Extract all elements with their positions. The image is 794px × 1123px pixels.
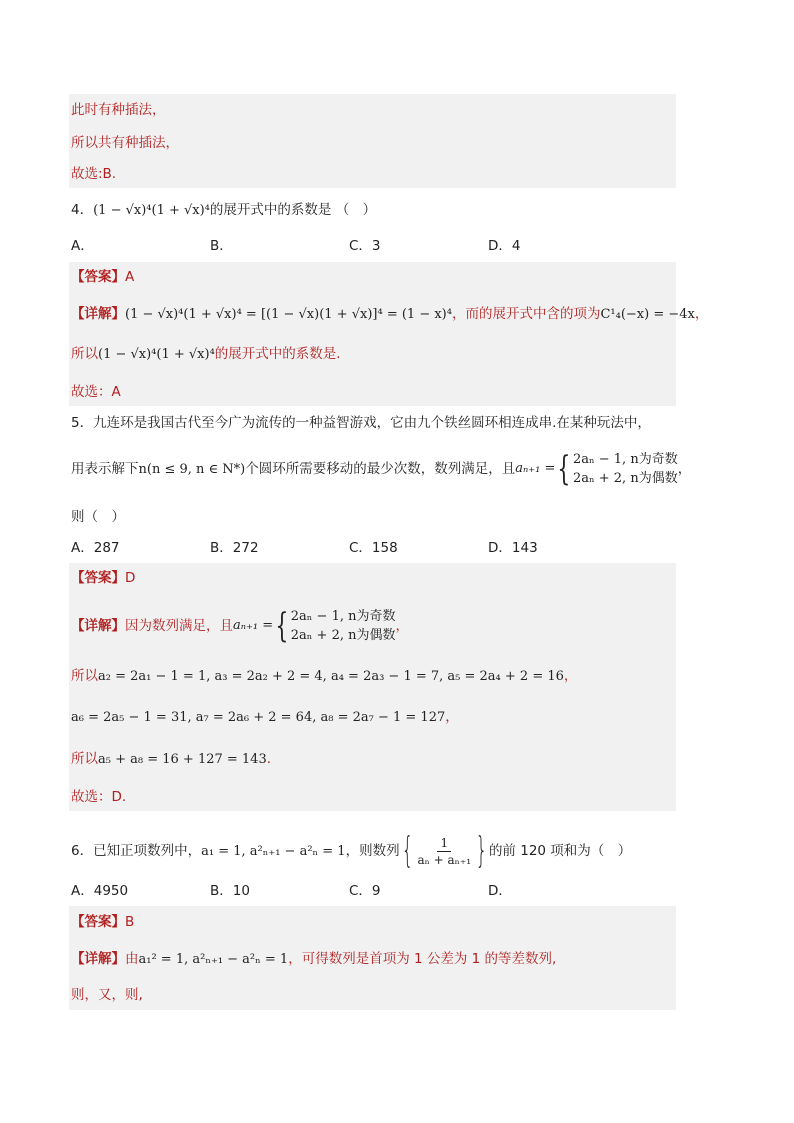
answer-value: A xyxy=(125,269,135,285)
detail-line: 【详解】(1 − √x)⁴(1 + √x)⁴ = [(1 − √x)(1 + √x)]⁴ = (1 − x)⁴，而的展开式中含的项为C¹₄(−x) = −4x， xyxy=(71,306,709,322)
option-b: B．272 xyxy=(210,540,259,556)
question-5-stem-line2: 用表示解下n(n ≤ 9, n ∈ N*)个圆环所需要移动的最少次数，数列满足，且 aₙ₊₁ = { 2aₙ − 1, n为奇数 2aₙ + 2, n为偶数 ， xyxy=(71,449,692,489)
option-b: B．10 xyxy=(210,883,250,899)
option-a: A． xyxy=(71,238,94,254)
option-c: C．9 xyxy=(349,883,381,899)
math-expression: (1 − √x)⁴(1 + √x)⁴ = [(1 − √x)(1 + √x)]⁴ = (1 − x)⁴ xyxy=(125,307,452,322)
math-expression: a₁² = 1, a²ₙ₊₁ − a²ₙ = 1 xyxy=(138,952,289,967)
question-4-stem: 4．(1 − √x)⁴(1 + √x)⁴的展开式中的系数是 （ ） xyxy=(71,202,377,218)
math-expression: n(n ≤ 9, n ∈ N*) xyxy=(138,462,246,477)
calc-line: 所以a₂ = 2a₁ − 1 = 1, a₃ = 2a₂ + 2 = 4, a₄ = 2a₃ − 1 = 7, a₅ = 2a₄ + 2 = 16， xyxy=(71,668,578,684)
solution-block-q4 xyxy=(69,262,676,406)
answer-line: 【答案】A xyxy=(71,269,135,285)
answer-value: B xyxy=(125,914,135,930)
option-c: C．3 xyxy=(349,238,381,254)
option-d: D． xyxy=(488,883,512,899)
answer-line: 【答案】D xyxy=(71,570,136,586)
detail-line: 【详解】由a₁² = 1, a²ₙ₊₁ − a²ₙ = 1，可得数列是首项为 1 公差为 1 的等差数列, xyxy=(71,951,557,967)
option-d: D．143 xyxy=(488,540,538,556)
brace-icon: { xyxy=(401,830,413,871)
solution-choice: 故选:B. xyxy=(71,166,117,182)
solution-text: 所以共有种插法， xyxy=(71,135,179,151)
brace-icon: { xyxy=(557,449,571,489)
math-expression: a₅ + a₈ = 16 + 127 = 143 xyxy=(98,752,267,767)
math-expression: a₆ = 2a₅ − 1 = 31, a₇ = 2a₆ + 2 = 64, a₈ = 2a₇ − 1 = 127 xyxy=(71,710,446,725)
solution-choice: 故选：D. xyxy=(71,789,127,805)
option-a: A．4950 xyxy=(71,883,129,899)
math-expression: (1 − √x)⁴(1 + √x)⁴ xyxy=(98,347,215,362)
solution-block-q5 xyxy=(69,563,676,811)
fraction: $\frac{1}{\text{aₙ + aₙ₊₁}}$ xyxy=(417,835,472,867)
answer-value: D xyxy=(125,570,136,586)
calc-line: a₆ = 2a₅ − 1 = 31, a₇ = 2a₆ + 2 = 64, a₈ = 2a₇ − 1 = 127， xyxy=(71,709,459,725)
brace-icon: } xyxy=(475,830,488,871)
math-expression: C¹₄(−x) = −4x xyxy=(600,307,695,322)
math-expression: a₂ = 2a₁ − 1 = 1, a₃ = 2a₂ + 2 = 4, a₄ = 2a₃ − 1 = 7, a₅ = 2a₄ + 2 = 16 xyxy=(98,669,564,684)
option-a: A．287 xyxy=(71,540,120,556)
math-expression: (1 − √x)⁴(1 + √x)⁴ xyxy=(93,203,210,218)
math-expression: a₁ = 1, a²ₙ₊₁ − a²ₙ = 1 xyxy=(201,844,346,859)
piecewise-formula: aₙ₊₁ = { 2aₙ − 1, n为奇数 2aₙ + 2, n为偶数 xyxy=(515,449,678,489)
solution-text: 此时有种插法， xyxy=(71,102,166,118)
piecewise-formula: aₙ₊₁ = { 2aₙ − 1, n为奇数 2aₙ + 2, n为偶数 xyxy=(233,606,396,646)
question-6-stem: 6．已知正项数列中，a₁ = 1, a²ₙ₊₁ − a²ₙ = 1，则数列{ $\frac{1}{\text{aₙ + aₙ₊₁}}$ } 的前 120 项和为（ ） xyxy=(71,830,632,871)
option-c: C．158 xyxy=(349,540,398,556)
calc-line: 所以a₅ + a₈ = 16 + 127 = 143. xyxy=(71,751,272,767)
question-5-stem-line3: 则（ ） xyxy=(71,509,125,525)
brace-icon: { xyxy=(275,606,289,646)
detail-line: 【详解】因为数列满足，且 aₙ₊₁ = { 2aₙ − 1, n为奇数 2aₙ + 2, n为偶数 ， xyxy=(71,606,409,646)
option-b: B． xyxy=(210,238,233,254)
answer-line: 【答案】B xyxy=(71,914,135,930)
conclusion-line: 所以(1 − √x)⁴(1 + √x)⁴的展开式中的系数是. xyxy=(71,346,341,362)
option-d: D．4 xyxy=(488,238,521,254)
solution-choice: 故选：A xyxy=(71,384,121,400)
question-5-stem: 5．九连环是我国古代至今广为流传的一种益智游戏，它由九个铁丝圆环相连成串.在某种玩法中， xyxy=(71,415,651,431)
solution-text: 则，又，则, xyxy=(71,987,143,1003)
